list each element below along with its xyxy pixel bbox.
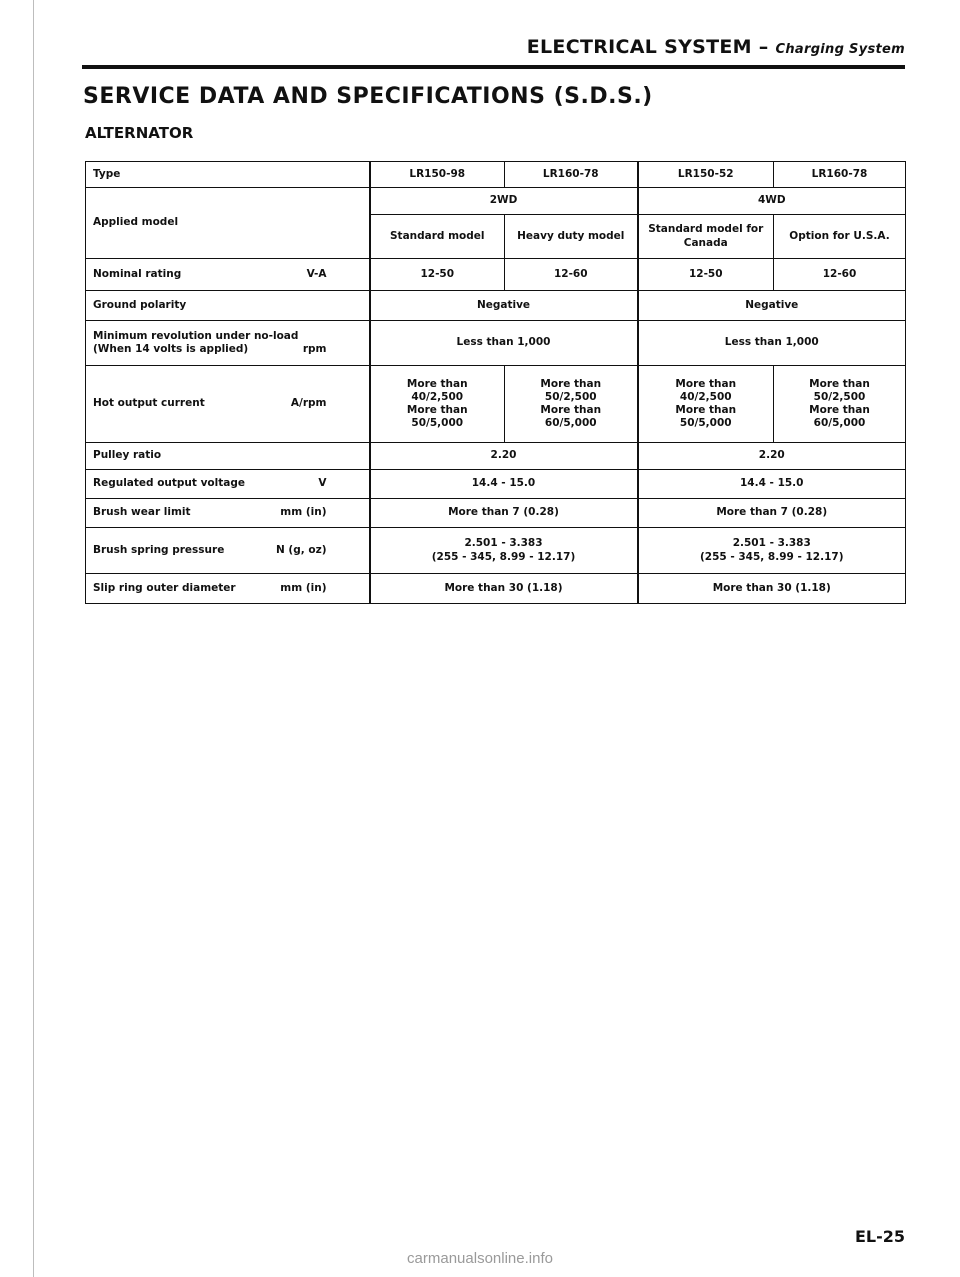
label-text: Regulated output voltage: [93, 477, 245, 490]
table-row-type: [86, 162, 906, 188]
header-subtitle: Charging System: [775, 42, 905, 57]
value-cell: [638, 366, 774, 443]
watermark-text: carmanualsonline.info: [407, 1250, 553, 1267]
drive-cell-2wd: 2WD: [370, 188, 638, 215]
value-line: 50/5,000: [679, 417, 732, 430]
value-line: 2.501 - 3.383: [464, 537, 543, 550]
unit-text: mm (in): [280, 581, 327, 594]
value-line: 50/2,500: [813, 390, 866, 403]
label-text: Nominal rating: [93, 267, 182, 280]
section-title: ALTERNATOR: [85, 124, 194, 142]
value-line: 40/2,500: [411, 390, 464, 403]
value-cell: Negative: [638, 291, 906, 321]
value-cell: 12-60: [505, 259, 638, 291]
value-line: (255 - 345, 8.99 - 12.17): [431, 550, 576, 563]
row-label-ground-polarity: Ground polarity: [86, 291, 370, 321]
value-cell: [638, 528, 906, 574]
table-row-brush-wear: [86, 499, 906, 528]
value-line: 40/2,500: [679, 390, 732, 403]
table-row-brush-spring: [86, 528, 906, 574]
page-title: SERVICE DATA AND SPECIFICATIONS (S.D.S.): [83, 84, 653, 109]
table-row-pulley-ratio: [86, 443, 906, 470]
label-text: Hot output current: [93, 397, 205, 410]
value-line: More than: [809, 377, 870, 390]
model-cell: Heavy duty model: [505, 215, 638, 259]
row-label-slip-ring: [86, 574, 370, 604]
table-row-min-revolution: [86, 321, 906, 366]
value-line: (255 - 345, 8.99 - 12.17): [699, 550, 844, 563]
table-row-regulated-voltage: [86, 470, 906, 499]
value-cell: 12-60: [774, 259, 906, 291]
table-row-drive: [86, 188, 906, 215]
value-line: More than: [540, 404, 602, 416]
header-title: ELECTRICAL SYSTEM: [526, 36, 752, 58]
value-cell: 12-50: [638, 259, 774, 291]
value-line: 50/2,500: [544, 390, 597, 403]
header-rule: [82, 65, 905, 69]
label-text: Brush spring pressure: [93, 543, 225, 556]
value-cell: More than 30 (1.18): [638, 574, 906, 604]
label-line: Minimum revolution under no-load: [93, 329, 299, 342]
table-row-nominal-rating: [86, 259, 906, 291]
page-number: EL-25: [854, 1227, 905, 1246]
value-line: 60/5,000: [813, 417, 866, 430]
row-label-nominal-rating: [86, 259, 370, 291]
alternator-spec-table: [85, 161, 906, 604]
page-header: [527, 36, 905, 58]
value-line: More than: [406, 404, 468, 416]
header-dash: –: [751, 36, 776, 58]
row-label-pulley-ratio: Pulley ratio: [86, 443, 370, 470]
value-line: More than: [675, 377, 737, 390]
model-cell: Option for U.S.A.: [774, 215, 906, 259]
unit-text: mm (in): [280, 506, 327, 519]
value-line: 2.501 - 3.383: [732, 537, 811, 550]
row-label-brush-spring: [86, 528, 370, 574]
value-line: 60/5,000: [544, 417, 597, 430]
label-line: (When 14 volts is applied): [93, 343, 249, 355]
row-label-type: Type: [86, 162, 370, 188]
value-cell: [370, 366, 505, 443]
drive-cell-4wd: 4WD: [638, 188, 906, 215]
row-label-regulated-voltage: [86, 470, 370, 499]
unit-text: rpm: [302, 343, 327, 355]
margin-line: [33, 0, 34, 1277]
unit-text: V-A: [306, 267, 327, 280]
value-line: More than: [540, 377, 602, 390]
label-text: Slip ring outer diameter: [93, 581, 236, 594]
model-cell: Standard model: [370, 215, 505, 259]
value-line: More than: [675, 404, 737, 416]
value-cell: Less than 1,000: [370, 321, 638, 366]
row-label-min-revolution: [86, 321, 370, 366]
value-cell: Negative: [370, 291, 638, 321]
table-row-ground-polarity: [86, 291, 906, 321]
value-line: 50/5,000: [411, 417, 464, 430]
value-line: More than: [809, 404, 870, 416]
unit-text: A/rpm: [290, 397, 327, 410]
value-cell: 14.4 - 15.0: [370, 470, 638, 499]
value-cell: More than 30 (1.18): [370, 574, 638, 604]
value-cell: More than 7 (0.28): [638, 499, 906, 528]
value-cell: More than 7 (0.28): [370, 499, 638, 528]
value-cell: 12-50: [370, 259, 505, 291]
type-cell: LR150-52: [638, 162, 774, 188]
unit-text: V: [318, 477, 327, 490]
row-label-brush-wear: [86, 499, 370, 528]
type-cell: LR160-78: [505, 162, 638, 188]
table-row-hot-output: [86, 366, 906, 443]
model-cell: Standard model for Canada: [638, 215, 774, 259]
type-cell: LR160-78: [774, 162, 906, 188]
unit-text: N (g, oz): [275, 543, 327, 556]
type-cell: LR150-98: [370, 162, 505, 188]
row-label-hot-output: [86, 366, 370, 443]
row-label-applied-model: Applied model: [86, 188, 370, 259]
table-row-slip-ring: [86, 574, 906, 604]
value-cell: [774, 366, 906, 443]
value-cell: 14.4 - 15.0: [638, 470, 906, 499]
label-text: Brush wear limit: [93, 506, 191, 519]
value-cell: 2.20: [638, 443, 906, 470]
value-cell: 2.20: [370, 443, 638, 470]
value-cell: [505, 366, 638, 443]
value-cell: Less than 1,000: [638, 321, 906, 366]
value-line: More than: [406, 377, 468, 390]
value-cell: [370, 528, 638, 574]
